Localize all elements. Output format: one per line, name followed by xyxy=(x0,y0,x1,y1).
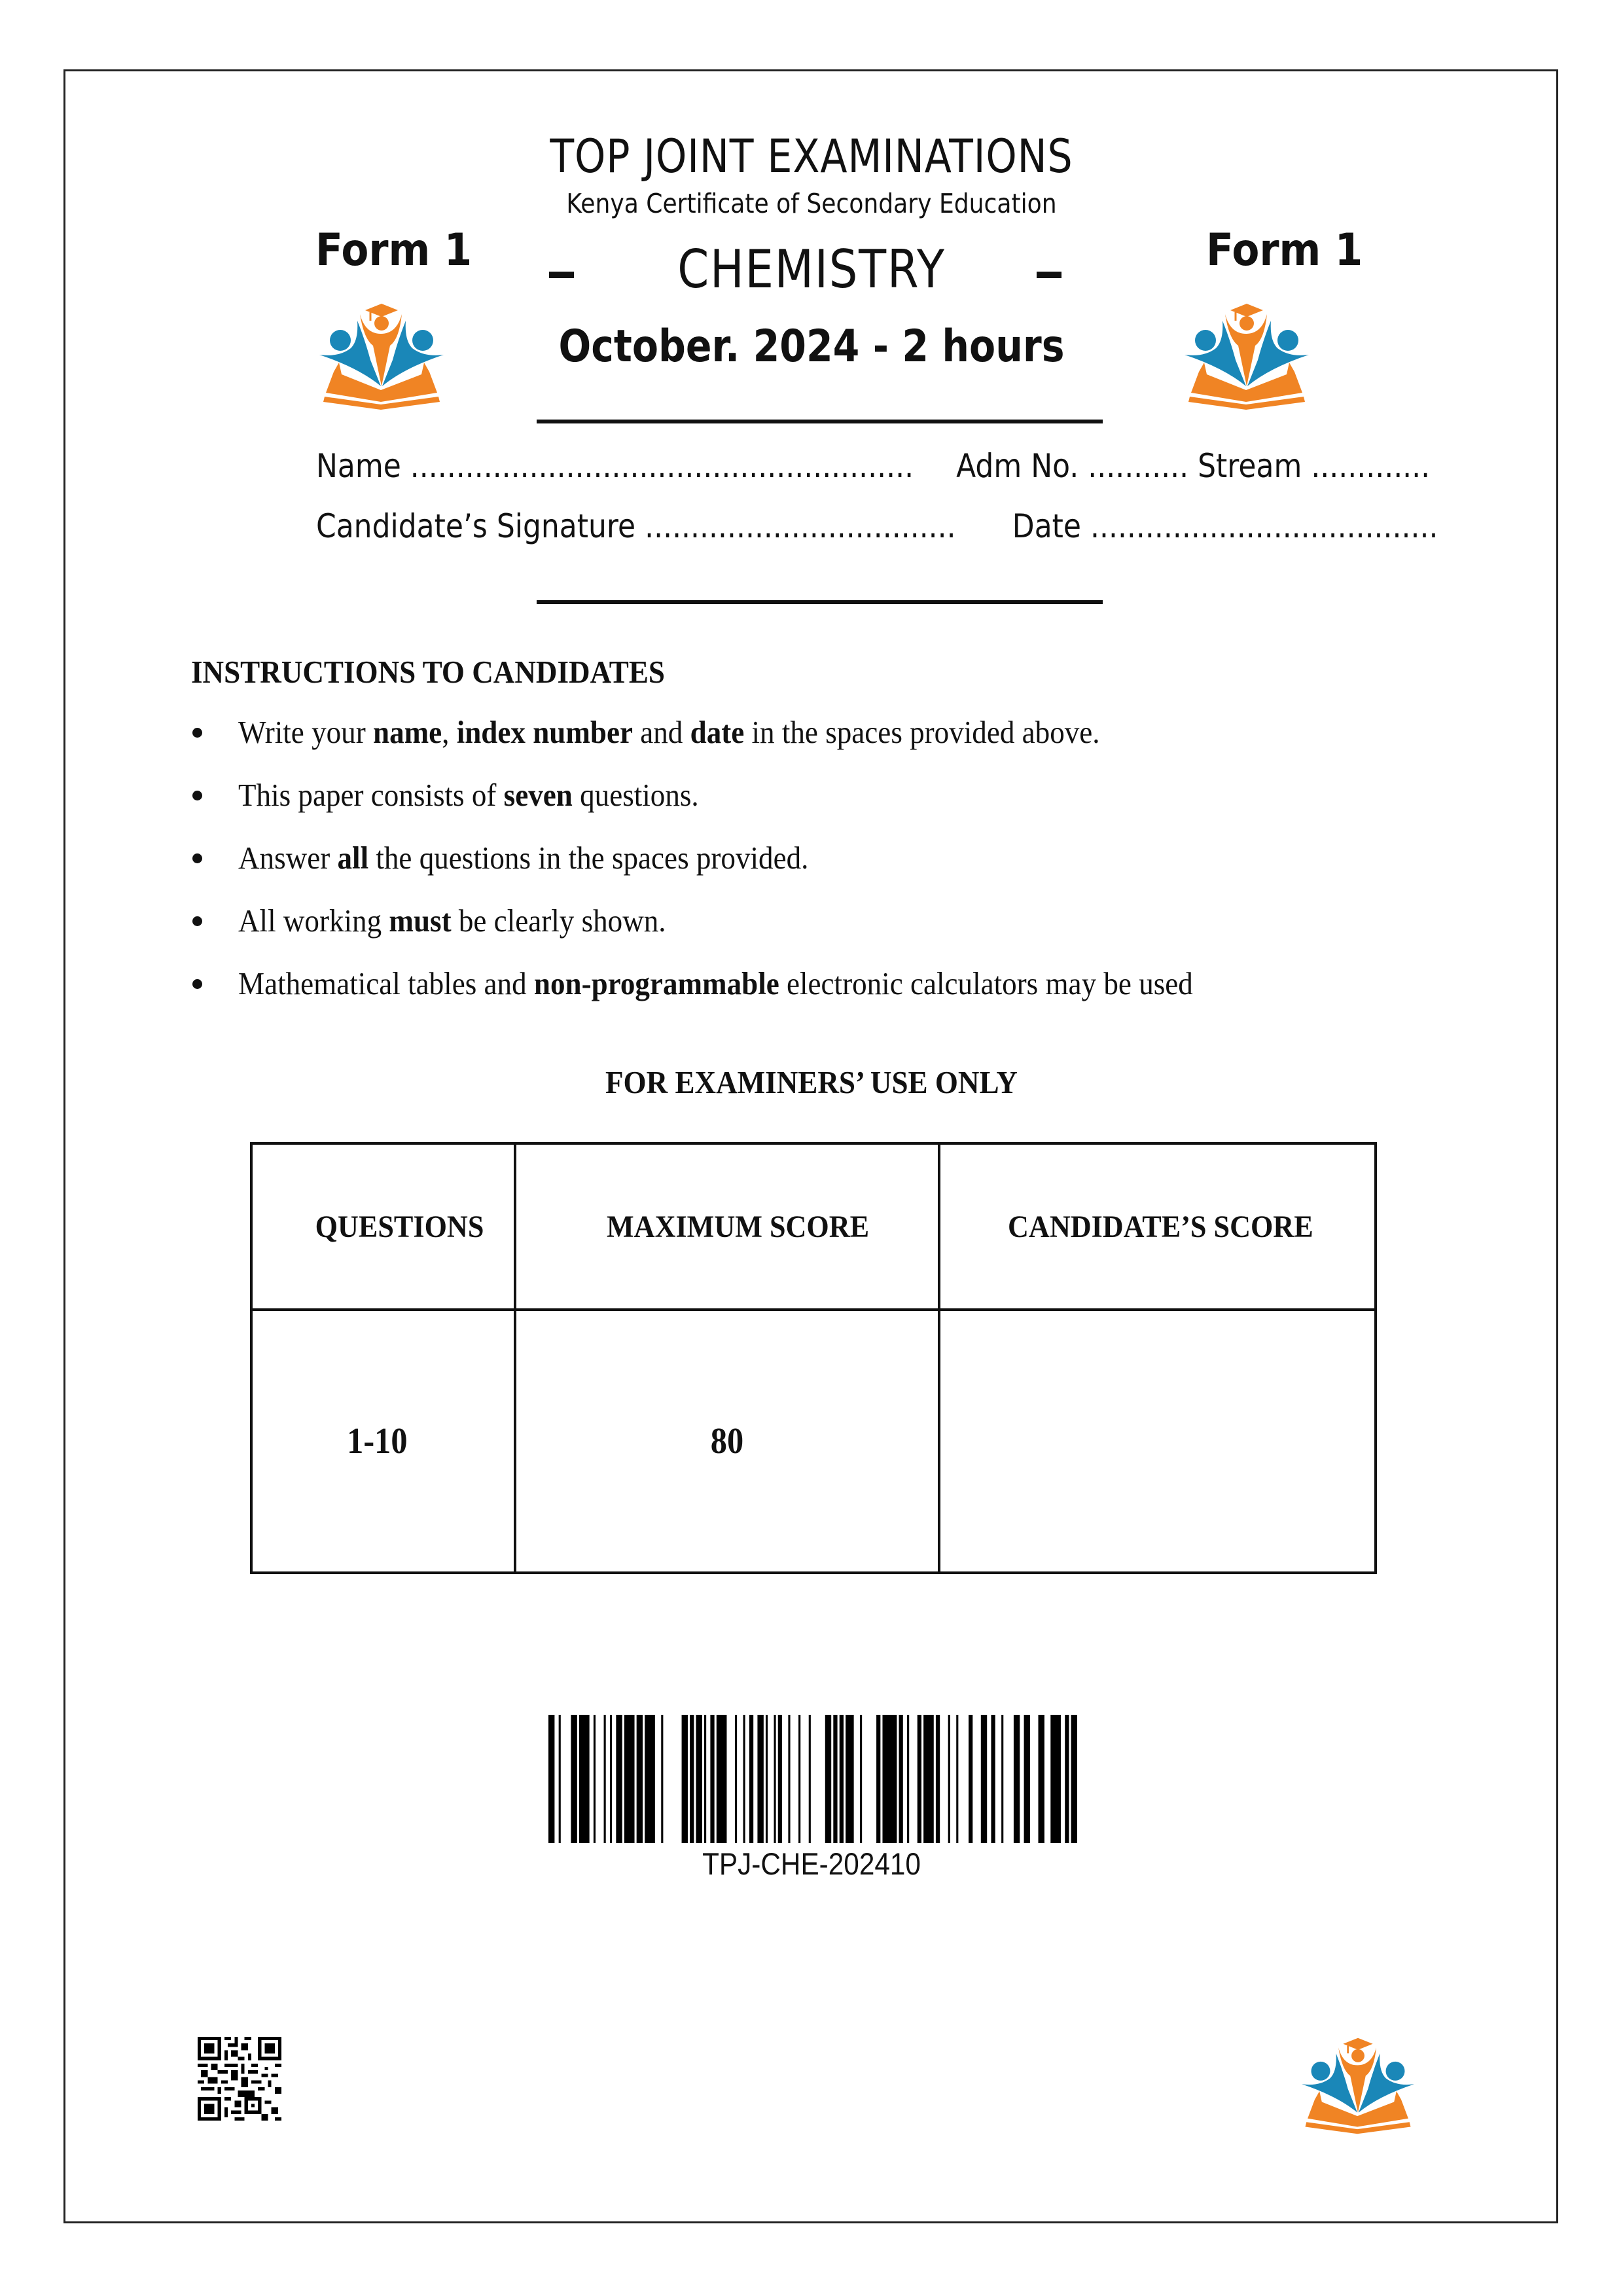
dash-decoration xyxy=(1037,272,1061,278)
instructions-title: INSTRUCTIONS TO CANDIDATES xyxy=(191,654,665,690)
maximum-score-cell: 80 xyxy=(515,1310,939,1573)
divider-line xyxy=(537,420,1103,423)
bullet-icon xyxy=(192,791,202,800)
bullet-icon xyxy=(192,916,202,926)
column-header-candidate-score: CANDIDATE’S SCORE xyxy=(939,1143,1376,1310)
instruction-text: Answer all the questions in the spaces provided. xyxy=(238,840,809,876)
education-logo-icon xyxy=(1296,2029,1420,2137)
stream-label: Stream xyxy=(1198,447,1302,485)
exam-date-duration: October. 2024 - 2 hours xyxy=(558,321,1065,372)
table-row xyxy=(251,1310,1376,1573)
stream-field[interactable]: ............. xyxy=(1311,447,1431,485)
form-label-left: Form 1 xyxy=(315,224,473,276)
dash-decoration xyxy=(549,272,574,278)
column-header-questions: QUESTIONS xyxy=(251,1143,515,1310)
questions-cell: 1-10 xyxy=(251,1310,515,1573)
organization-title: TOP JOINT EXAMINATIONS xyxy=(550,130,1073,183)
form-label-right: Form 1 xyxy=(1206,224,1363,276)
adm-no-field[interactable]: ........... xyxy=(1088,447,1189,485)
instruction-text: Write your name, index number and date in the spaces provided above. xyxy=(238,714,1100,750)
name-label: Name xyxy=(316,447,401,485)
certificate-subtitle: Kenya Certificate of Secondary Education xyxy=(566,188,1057,219)
candidate-fields-row-2 xyxy=(316,507,1438,545)
subject-title: CHEMISTRY xyxy=(677,239,946,300)
signature-field[interactable]: .................................. xyxy=(645,507,956,545)
date-field[interactable]: ...................................... xyxy=(1090,507,1438,545)
instruction-text: Mathematical tables and non-programmable electronic calculators may be used xyxy=(238,965,1193,1001)
candidate-score-cell[interactable] xyxy=(939,1310,1376,1573)
instruction-text: This paper consists of seven questions. xyxy=(238,777,699,813)
subject-row xyxy=(537,239,1086,311)
qr-code-icon xyxy=(198,2034,281,2123)
date-label: Date xyxy=(1012,507,1081,545)
adm-no-label: Adm No. xyxy=(956,447,1079,485)
column-header-maximum-score: MAXIMUM SCORE xyxy=(515,1143,939,1310)
score-table xyxy=(250,1142,1377,1574)
examiners-title: FOR EXAMINERS’ USE ONLY xyxy=(605,1064,1018,1100)
bullet-icon xyxy=(192,979,202,989)
instruction-text: All working must be clearly shown. xyxy=(238,903,666,939)
signature-label: Candidate’s Signature xyxy=(316,507,636,545)
bullet-icon xyxy=(192,728,202,738)
barcode-text: TPJ-CHE-202410 xyxy=(702,1846,921,1881)
candidate-fields-row-1 xyxy=(316,447,1431,485)
divider-line xyxy=(537,600,1103,604)
barcode-icon xyxy=(548,1715,1077,1843)
name-field[interactable]: ....................................................... xyxy=(410,447,914,485)
table-header-row xyxy=(251,1143,1376,1310)
bullet-icon xyxy=(192,853,202,863)
